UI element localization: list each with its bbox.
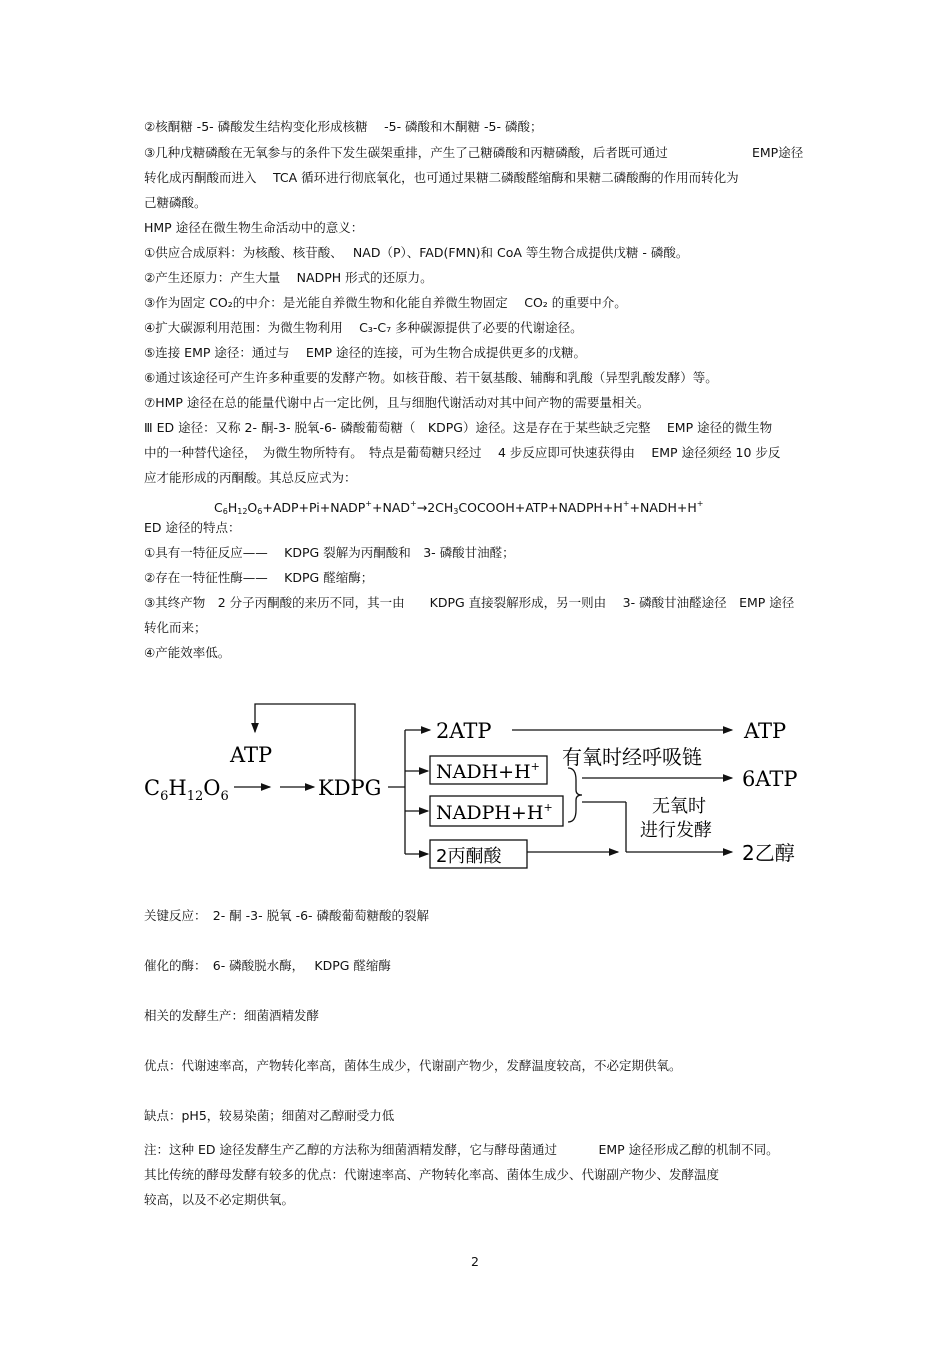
paragraph: ②核酮糖 -5- 磷酸发生结构变化形成核糖 -5- 磷酸和木酮糖 -5- 磷酸； [144, 119, 543, 134]
paragraph: ②产生还原力：产生大量 NADPH 形式的还原力。 [144, 270, 433, 285]
paragraph: 中的一种替代途径， 为微生物所特有。 特点是葡萄糖只经过 4 步反应即可快速获得由 EMP 途径须经 10 步反 [144, 445, 781, 460]
paragraph: ①供应合成原料：为核酸、核苷酸、 NAD（P）、FAD(FMN)和 CoA 等生物合成提供戊糖 - 磷酸。 [144, 245, 689, 260]
ethanol-label: 2乙醇 [742, 841, 795, 865]
glucose-label: $C_6H_{12}O_6$ [144, 776, 229, 804]
paragraph: 催化的酶： 6- 磷酸脱水酶， KDPG 醛缩酶 [144, 958, 391, 973]
paragraph: ③几种戊糖磷酸在无氧参与的条件下发生碳架重排，产生了己糖磷酸和丙糖磷酸，后者既可通过 [144, 145, 668, 160]
aerobic-label: 有氧时经呼吸链 [562, 745, 702, 769]
paragraph: 转化而来； [144, 620, 207, 635]
paragraph: 缺点：pH5，较易染菌；细菌对乙醇耐受力低 [144, 1108, 395, 1123]
atp-input-label: ATP [230, 743, 273, 767]
paragraph: 相关的发酵生产：细菌酒精发酵 [144, 1008, 320, 1023]
section-heading: ED 途径的特点： [144, 520, 241, 535]
nadh-label: NADH+H+ [436, 760, 540, 783]
ed-pathway-diagram [130, 698, 820, 876]
paragraph: ⑤连接 EMP 途径：通过与 EMP 途径的连接，可为生物合成提供更多的戊糖。 [144, 345, 587, 360]
anaerobic-label-1: 无氧时 [652, 796, 706, 817]
kdpg-label: KDPG [318, 776, 382, 800]
paragraph: 较高，以及不必定期供氧。 [144, 1192, 295, 1207]
paragraph: ④扩大碳源利用范围：为微生物利用 C₃-C₇ 多种碳源提供了必要的代谢途径。 [144, 320, 583, 335]
anaerobic-label-2: 进行发酵 [640, 820, 712, 841]
paragraph: ④产能效率低。 [144, 645, 231, 660]
paragraph: 转化成丙酮酸而进入 TCA 循环进行彻底氧化，也可通过果糖二磷酸醛缩酶和果糖二磷酸酶的作用而转化为 [144, 170, 739, 185]
section-heading: HMP 途径在微生物生命活动中的意义： [144, 220, 364, 235]
paragraph: ②存在一特征性酶—— KDPG 醛缩酶； [144, 570, 374, 585]
paragraph: Ⅲ ED 途径：又称 2- 酮-3- 脱氧-6- 磷酸葡萄糖（ KDPG）途径。这是存在于某些缺乏完整 EMP 途径的微生物 [144, 420, 773, 435]
paragraph: 关键反应： 2- 酮 -3- 脱氧 -6- 磷酸葡萄糖酸的裂解 [144, 908, 430, 923]
page-number: 2 [471, 1254, 479, 1269]
reaction-formula: $C_6H_{12}O_6+ADP+Pi+NADP^++NAD^+\to 2CH_3COCOOH+ATP+NADPH+H^++NADH+H^+$ [214, 499, 704, 516]
paragraph: ③其终产物 2 分子丙酮酸的来历不同，其一由 KDPG 直接裂解形成，另一则由 3- 磷酸甘油醛途径 EMP 途径 [144, 595, 795, 610]
paragraph: 己糖磷酸。 [144, 195, 207, 210]
paragraph: 优点：代谢速率高，产物转化率高，菌体生成少，代谢副产物少，发酵温度较高，不必定期供氧。 [144, 1058, 682, 1073]
paragraph-tail: EMP途径 [752, 145, 804, 160]
nadph-label: NADPH+H+ [436, 801, 553, 824]
paragraph: 应才能形成的丙酮酸。其总反应式为： [144, 470, 357, 485]
pyruvate-label: 2丙酮酸 [436, 846, 502, 867]
paragraph: 注：这种 ED 途径发酵生产乙醇的方法称为细菌酒精发酵，它与酵母菌通过 EMP 途径形成乙醇的机制不同。 [144, 1142, 779, 1157]
atp-output-label: ATP [744, 719, 787, 743]
atp6-label: 6ATP [742, 767, 798, 791]
paragraph: ①具有一特征反应—— KDPG 裂解为丙酮酸和 3- 磷酸甘油醛； [144, 545, 515, 560]
paragraph: ⑦HMP 途径在总的能量代谢中占一定比例，且与细胞代谢活动对其中间产物的需要量相关。 [144, 395, 650, 410]
paragraph: ⑥通过该途径可产生许多种重要的发酵产物。如核苷酸、若干氨基酸、辅酶和乳酸（异型乳酸发酵）等。 [144, 370, 718, 385]
atp2-label: 2ATP [436, 719, 492, 743]
paragraph: ③作为固定 CO₂的中介：是光能自养微生物和化能自养微生物固定 CO₂ 的重要中介。 [144, 295, 627, 310]
paragraph: 其比传统的酵母发酵有较多的优点：代谢速率高、产物转化率高、菌体生成少、代谢副产物少、发酵温度 [144, 1167, 720, 1182]
brace [568, 768, 582, 822]
